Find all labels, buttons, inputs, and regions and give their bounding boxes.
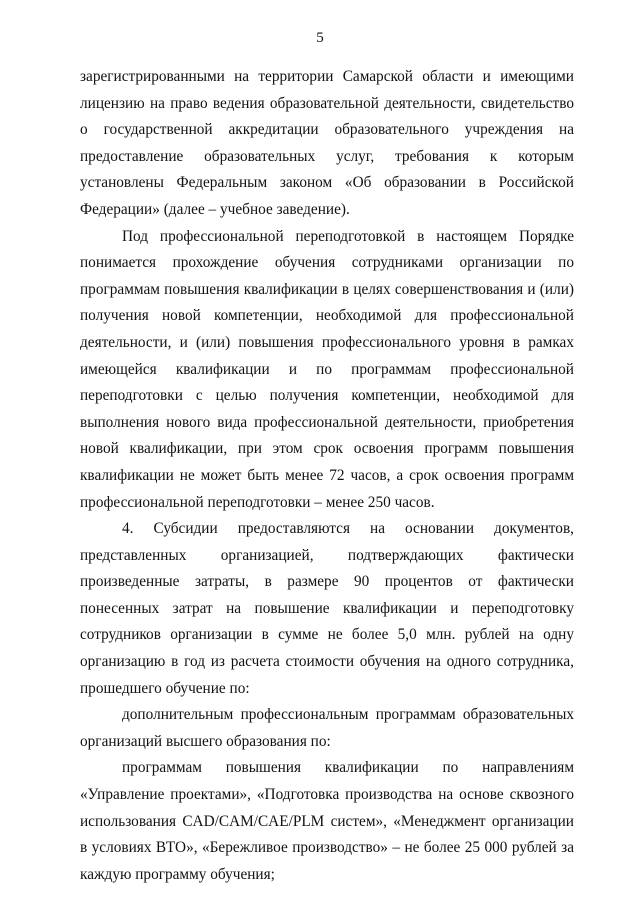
paragraph-retraining-definition: Под профессиональной переподготовкой в настоящем Порядке понимается прохождение обучения сотрудниками организации по программам повышения квалификации в целях совершенствования и (или) получения новой компетенции, необходимой для профессиональной деятельности, и (или) повышения профессионального уровня в рамках имеющейся квалификации и по программам профессиональной переподготовки с целью получения компетенции, необходимой для выполнения нового вида профессиональной деятельности, приобретения новой квалификации, при этом срок освоения программ повышения квалификации не может быть менее 72 часов, а срок освоения программ профессиональной переподготовки – менее 250 часов.	[80, 227, 574, 511]
paragraph-qualification-programs: программам повышения квалификации по направлениям «Управление проектами», «Подготовка производства на основе сквозного использования CAD/CAM/CAE/PLM систем», «Менеджмент организации в условиях ВТО», «Бережливое производство» – не более 25 000 рублей за каждую программу обучения;	[80, 759, 574, 883]
paragraph-additional-programs: дополнительным профессиональным программам образовательных организаций высшего образования по:	[80, 706, 574, 750]
paragraph-continuation: зарегистрированными на территории Самарской области и имеющими лицензию на право ведения образовательной деятельности, свидетельство о государственной аккредитации образовательного учреждения на предоставление образовательных услуг, требования к которым установлены Федеральным законом «Об образовании в Российской Федерации» (далее – учебное заведение).	[80, 68, 574, 218]
document-body	[80, 64, 574, 888]
page-number: 5	[316, 30, 324, 46]
paragraph-subsidies: 4. Субсидии предоставляются на основании документов, представленных организацией, подтверждающих фактически произведенные затраты, в размере 90 процентов от фактически понесенных затрат на повышение квалификации и переподготовку сотрудников организации в сумме не более 5,0 млн. рублей на одну организацию в год из расчета стоимости обучения на одного сотрудника, прошедшего обучение по:	[80, 520, 574, 697]
